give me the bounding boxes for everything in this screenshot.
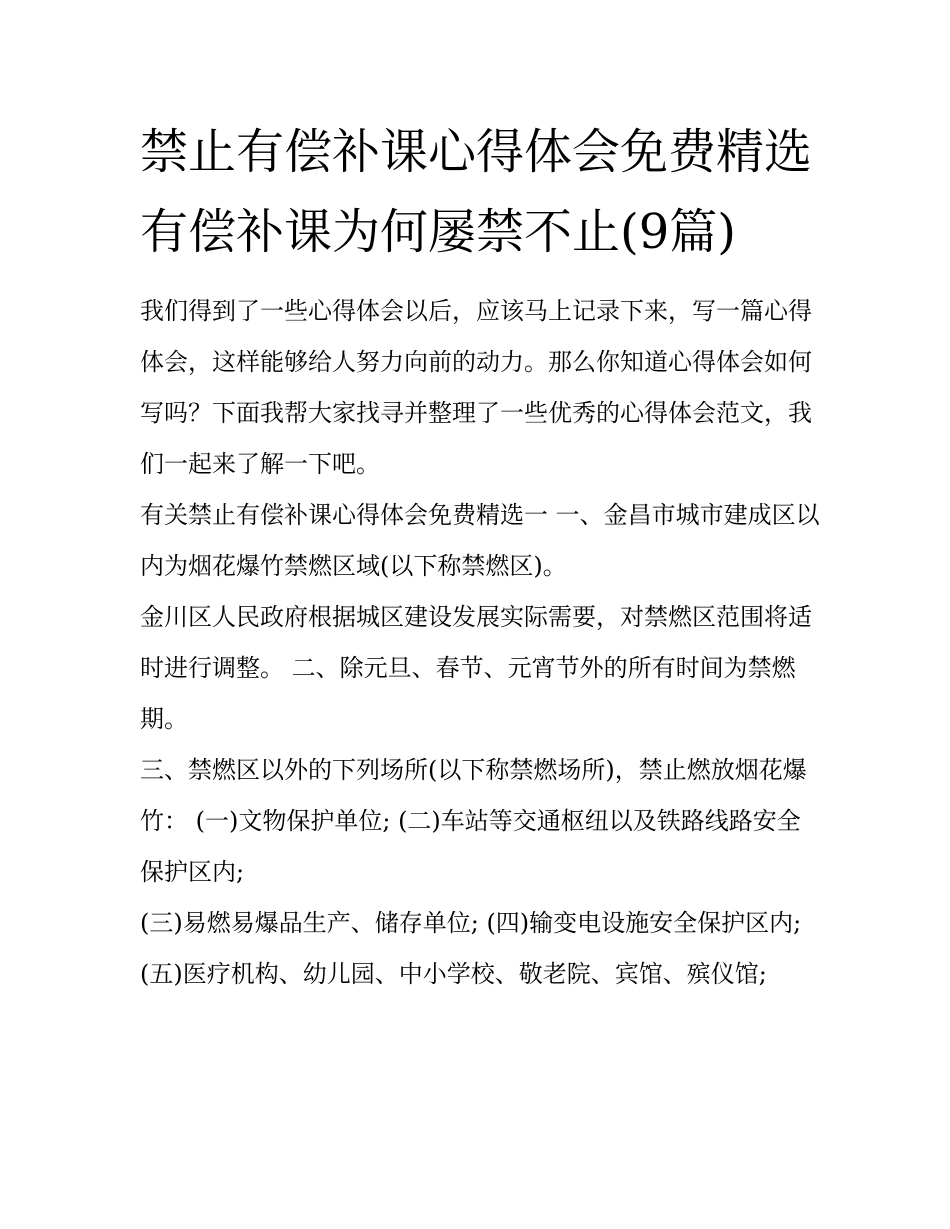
paragraph-section-1: 有关禁止有偿补课心得体会免费精选一 一、金昌市城市建成区以内为烟花爆竹禁燃区域(以下称禁燃区)。 — [140, 501, 820, 580]
paragraph-section-2: 金川区人民政府根据城区建设发展实际需要，对禁燃区范围将适时进行调整。 二、除元旦、春节、元宵节外的所有时间为禁燃期。 — [140, 603, 812, 733]
document-title: 禁止有偿补课心得体会免费精选 有偿补课为何屡禁不止(9篇) — [140, 124, 813, 260]
paragraph-section-3: 三、禁燃区以外的下列场所(以下称禁燃场所)，禁止燃放烟花爆竹： (一)文物保护单位; (二)车站等交通枢纽以及铁路线路安全保护区内; — [140, 756, 807, 886]
paragraph-section-4: (三)易燃易爆品生产、储存单位; (四)输变电设施安全保护区内; (五)医疗机构、幼儿园、中小学校、敬老院、宾馆、殡仪馆; — [140, 909, 802, 988]
document-page — [140, 112, 820, 1000]
paragraph-intro: 我们得到了一些心得体会以后，应该马上记录下来，写一篇心得体会，这样能够给人努力向前的动力。那么你知道心得体会如何写吗？下面我帮大家找寻并整理了一些优秀的心得体会范文，我们一起来了解一下吧。 — [140, 297, 812, 478]
